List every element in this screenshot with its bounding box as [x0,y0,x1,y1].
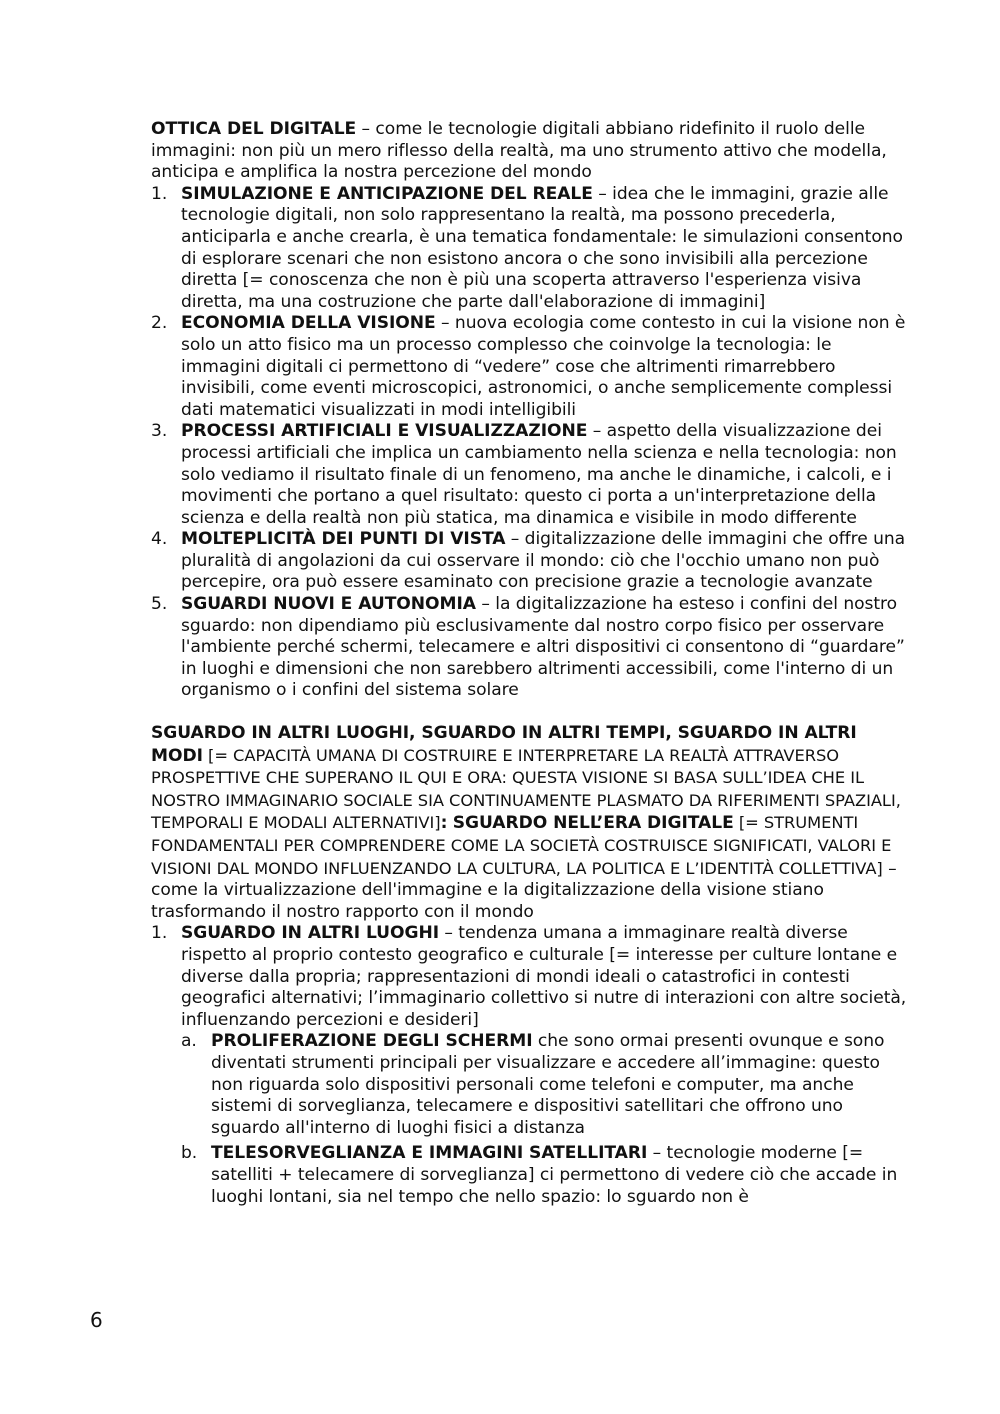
list-marker: b. [181,1143,198,1164]
section-intro-ottica [151,119,911,184]
list-item [151,529,911,594]
item-title: SIMULAZIONE E ANTICIPAZIONE DEL REALE [181,183,593,204]
list-marker: 3. [151,421,168,442]
lettered-list [181,1031,911,1208]
item-text: – nuova ecologia come contesto in cui la visione non è solo un atto fisico ma un processo complesso che coinvolge la tecnologia: le immagini digitali ci permettono di “vedere” cose che altrimenti rimarrebbero invisibili, come eventi microscopici, astronomici, o anche semplicemente complessi dati matematici visualizzati in modi intelligibili [181,313,906,420]
item-text: – tendenza umana a immaginare realtà diverse rispetto al proprio contesto geografico e culturale [= interesse per culture lontane e diverse dalla propria; rappresentazioni di mondi ideali o catastrofici in contesti geografici alternativi; l’immaginario collettivo si nutre di interazioni con altre società, influenzando percezioni e desideri] [181,923,907,1030]
bracket-note: [= CAPACITÀ UMANA DI COSTRUIRE E INTERPRETARE LA REALTÀ ATTRAVERSO PROSPETTIVE CHE SUPERANO IL QUI E ORA: QUESTA VISIONE SI BASA SULL’IDEA CHE IL NOSTRO IMMAGINARIO SOCIALE SIA CONTINUAMENTE PLASMATO DA RIFERIMENTI SPAZIALI, TEMPORALI E MODALI ALTERNATIVI] [151,745,901,833]
item-title: PROLIFERAZIONE DEGLI SCHERMI [211,1031,533,1052]
list-item [151,923,911,1208]
section-intro-text: – come le tecnologie digitali abbiano ridefinito il ruolo delle immagini: non più un mero riflesso della realtà, ma uno strumento attivo che modella, anticipa e amplifica la nostra percezione del mondo [151,119,887,183]
section-heading: OTTICA DEL DIGITALE [151,119,357,139]
list-marker: 1. [151,923,168,944]
item-text: che sono ormai presenti ovunque e sono diventati strumenti principali per visualizzare e accedere all’immagine: questo non riguarda solo dispositivi personali come telefoni e computer, ma anche sistemi di sorveglianza, telecamere e dispositivi satellitari che offrono uno sguardo all'interno di luoghi fisici a distanza [211,1031,885,1138]
item-text: – la digitalizzazione ha esteso i confini del nostro sguardo: non dipendiamo più esclusivamente dal nostro corpo fisico per osservare l'ambiente perché schermi, telecamere e altri dispositivi ci consentono di “guardare” in luoghi e dimensioni che non sarebbero altrimenti accessibili, come l'interno di un organismo o i confini del sistema solare [181,594,905,701]
list-marker: 4. [151,529,168,550]
numbered-list [151,184,911,702]
item-title: ECONOMIA DELLA VISIONE [181,313,436,334]
page-number: 6 [90,1308,103,1332]
item-text: – aspetto della visualizzazione dei processi artificiali che implica un cambiamento nella scienza e nella tecnologia: non solo vediamo il risultato finale di un fenomeno, ma anche le dinamiche, i calcoli, e i movimenti che portano a quel risultato: questo ci porta a un'interpretazione della scienza e della realtà non più statica, ma dinamica e visibile in modo differente [181,421,897,528]
list-marker: a. [181,1031,197,1052]
list-marker: 5. [151,594,168,615]
item-title: SGUARDI NUOVI E AUTONOMIA [181,594,476,615]
list-item [151,594,911,702]
item-text: – idea che le immagini, grazie alle tecnologie digitali, non solo rappresentano la realtà, ma possono precederla, anticiparla e anche crearla, è una tematica fondamentale: le simulazioni consentono di esplorare scenari che non esistono ancora o che sono invisibili alla percezione diretta [= conoscenza che non è più una scoperta attraverso l'esperienza visiva diretta, ma una costruzione che parte dall'elaborazione di immagini] [181,183,903,312]
numbered-list [151,923,911,1208]
sub-list-item [181,1143,911,1208]
bracket-note: [= STRUMENTI FONDAMENTALI PER COMPRENDERE COME LA SOCIETÀ COSTRUISCE SIGNIFICATI, VALORI E VISIONI DAL MONDO INFLUENZANDO LA CULTURA, LA POLITICA E L’IDENTITÀ COLLETTIVA] [151,813,892,878]
section-intro-sguardo [151,723,911,923]
item-title: SGUARDO IN ALTRI LUOGHI [181,923,440,944]
list-item [151,184,911,314]
item-text: – digitalizzazione delle immagini che offre una pluralità di angolazioni da cui osservare il mondo: ciò che l'occhio umano non può percepire, ora può essere esaminato con precisione grazie a tecnologie avanzate [181,529,906,593]
item-title: TELESORVEGLIANZA E IMMAGINI SATELLITARI [211,1143,648,1164]
item-title: PROCESSI ARTIFICIALI E VISUALIZZAZIONE [181,421,588,442]
item-text: – tecnologie moderne [= satelliti + telecamere di sorveglianza] ci permettono di vedere ciò che accade in luoghi lontani, sia nel tempo che nello spazio: lo sguardo non è [211,1143,898,1207]
item-title: MOLTEPLICITÀ DEI PUNTI DI VISTA [181,529,506,550]
section-subheading: SGUARDO NELL’ERA DIGITALE [452,813,734,834]
list-item [151,421,911,529]
paragraph-gap [151,702,911,723]
section-intro-text: – come la virtualizzazione dell'immagine e la digitalizzazione della visione stiano trasformando il nostro rapporto con il mondo [151,858,897,922]
sub-list-item [181,1031,911,1139]
list-marker: 2. [151,313,168,334]
list-item [151,313,911,421]
colon: : [440,813,448,834]
page-content [151,119,911,1208]
list-marker: 1. [151,183,168,204]
section-heading: SGUARDO IN ALTRI LUOGHI, SGUARDO IN ALTRI TEMPI, SGUARDO IN ALTRI MODI [151,723,857,766]
